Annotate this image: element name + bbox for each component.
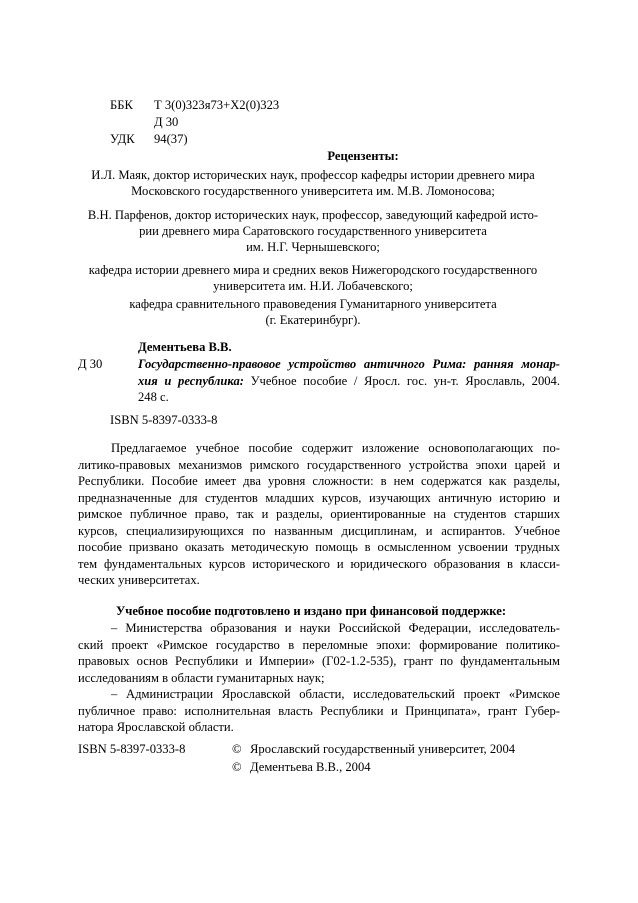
catalog-title (138, 356, 560, 406)
funding-paragraph (78, 620, 560, 736)
reviewer-line: Московского государственного университета им. М.В. Ломоносова; (131, 184, 495, 198)
funding-line: – Администрации Ярославской области, исследовательский проект «Римское (111, 687, 560, 701)
catalog-imprint: Учебное пособие / Яросл. гос. ун-т. Ярославль, 2004. (243, 373, 560, 388)
reviewers-heading: Рецензенты: (327, 149, 399, 163)
reviewer-line: рии древнего мира Саратовского государственного университета (139, 224, 487, 238)
bbk-code: Т 3(0)323я73+Х2(0)323 (154, 98, 280, 112)
abstract-line: римское публичное право, так и разделы, ориентированные на студентов старших (78, 507, 560, 521)
reviewer-line: (г. Екатеринбург). (265, 313, 361, 327)
abstract-paragraph (78, 440, 560, 589)
reviewer-line: университета им. Н.И. Лобачевского; (213, 279, 413, 293)
copyright-line (232, 759, 371, 775)
abstract-line: курсов, специализирующихся по названным дисциплинам, и аспирантов. Учебное (78, 523, 560, 538)
catalog-title-line-2 (138, 373, 560, 390)
reviewer-line: В.Н. Парфенов, доктор исторических наук, профессор, заведующий кафедрой исто- (87, 208, 539, 222)
funding-line: натора Ярославской области. (78, 720, 234, 734)
copyright-text: Ярославский государственный университет, 2004 (250, 742, 516, 756)
reviewer-line: кафедра истории древнего мира и средних веков Нижегородского государственного (88, 263, 538, 277)
udk-code: 94(37) (154, 132, 188, 146)
funding-line: исследованиям в области гуманитарных наук; (78, 670, 325, 685)
udk-label: УДК (110, 132, 135, 146)
abstract-line: Предлагаемое учебное пособие содержит изложение основополагающих по- (111, 441, 560, 455)
copyright-icon: © (232, 742, 242, 756)
abstract-line: литико-правовых механизмов римского государственного устройства эпохи царей и (78, 457, 560, 472)
catalog-title-end: хия и республика: (138, 373, 244, 388)
reviewer-line: им. Н.Г. Чернышевского; (246, 240, 380, 254)
abstract-line: ческих университетах. (78, 573, 200, 587)
abstract-line: Республики. Пособие имеет два уровня сложности: в нем содержатся как разделы, (78, 474, 560, 488)
reviewer-line: кафедра сравнительного правоведения Гуманитарного университета (129, 297, 497, 311)
copyright-text: Дементьева В.В., 2004 (250, 760, 371, 774)
funding-heading: Учебное пособие подготовлено и издано при финансовой поддержке: (116, 604, 507, 618)
copyright-icon: © (232, 760, 242, 774)
bbk-label: ББК (110, 98, 133, 112)
funding-line: – Министерства образования и науки Российской Федерации, исследователь- (111, 621, 560, 635)
abstract-line: тем фундаментальных курсов исторического и юридического образования в класси- (78, 556, 560, 571)
funding-line: правовых основ Республики и Империи» (Г02-1.2-535), грант по фундаментальным (78, 654, 560, 668)
funding-line: ский проект «Римское государство в переломные эпохи: формирование политико- (78, 637, 560, 652)
catalog-mark: Д 30 (78, 357, 103, 371)
abstract-line: предназначенные для студентов младших курсов, изучающих античную историю и (78, 490, 560, 505)
catalog-title-line: Государственно-правовое устройство античного Рима: ранняя монар- (138, 357, 560, 371)
copyright-line (232, 741, 515, 757)
catalog-isbn: ISBN 5-8397-0333-8 (110, 413, 218, 427)
reviewer-line: И.Л. Маяк, доктор исторических наук, профессор кафедры истории древнего мира (91, 168, 535, 182)
bbk-author-mark: Д 30 (154, 115, 179, 129)
footer-isbn: ISBN 5-8397-0333-8 (78, 742, 186, 756)
catalog-author: Дементьева В.В. (138, 340, 232, 354)
catalog-pages: 248 с. (138, 390, 169, 404)
funding-line: публичное право: исполнительная власть Республики и Принципата», грант Губер- (78, 703, 560, 718)
abstract-line: пособие призвано оказать методическую помощь в осмысленном усвоении трудных (78, 540, 560, 554)
